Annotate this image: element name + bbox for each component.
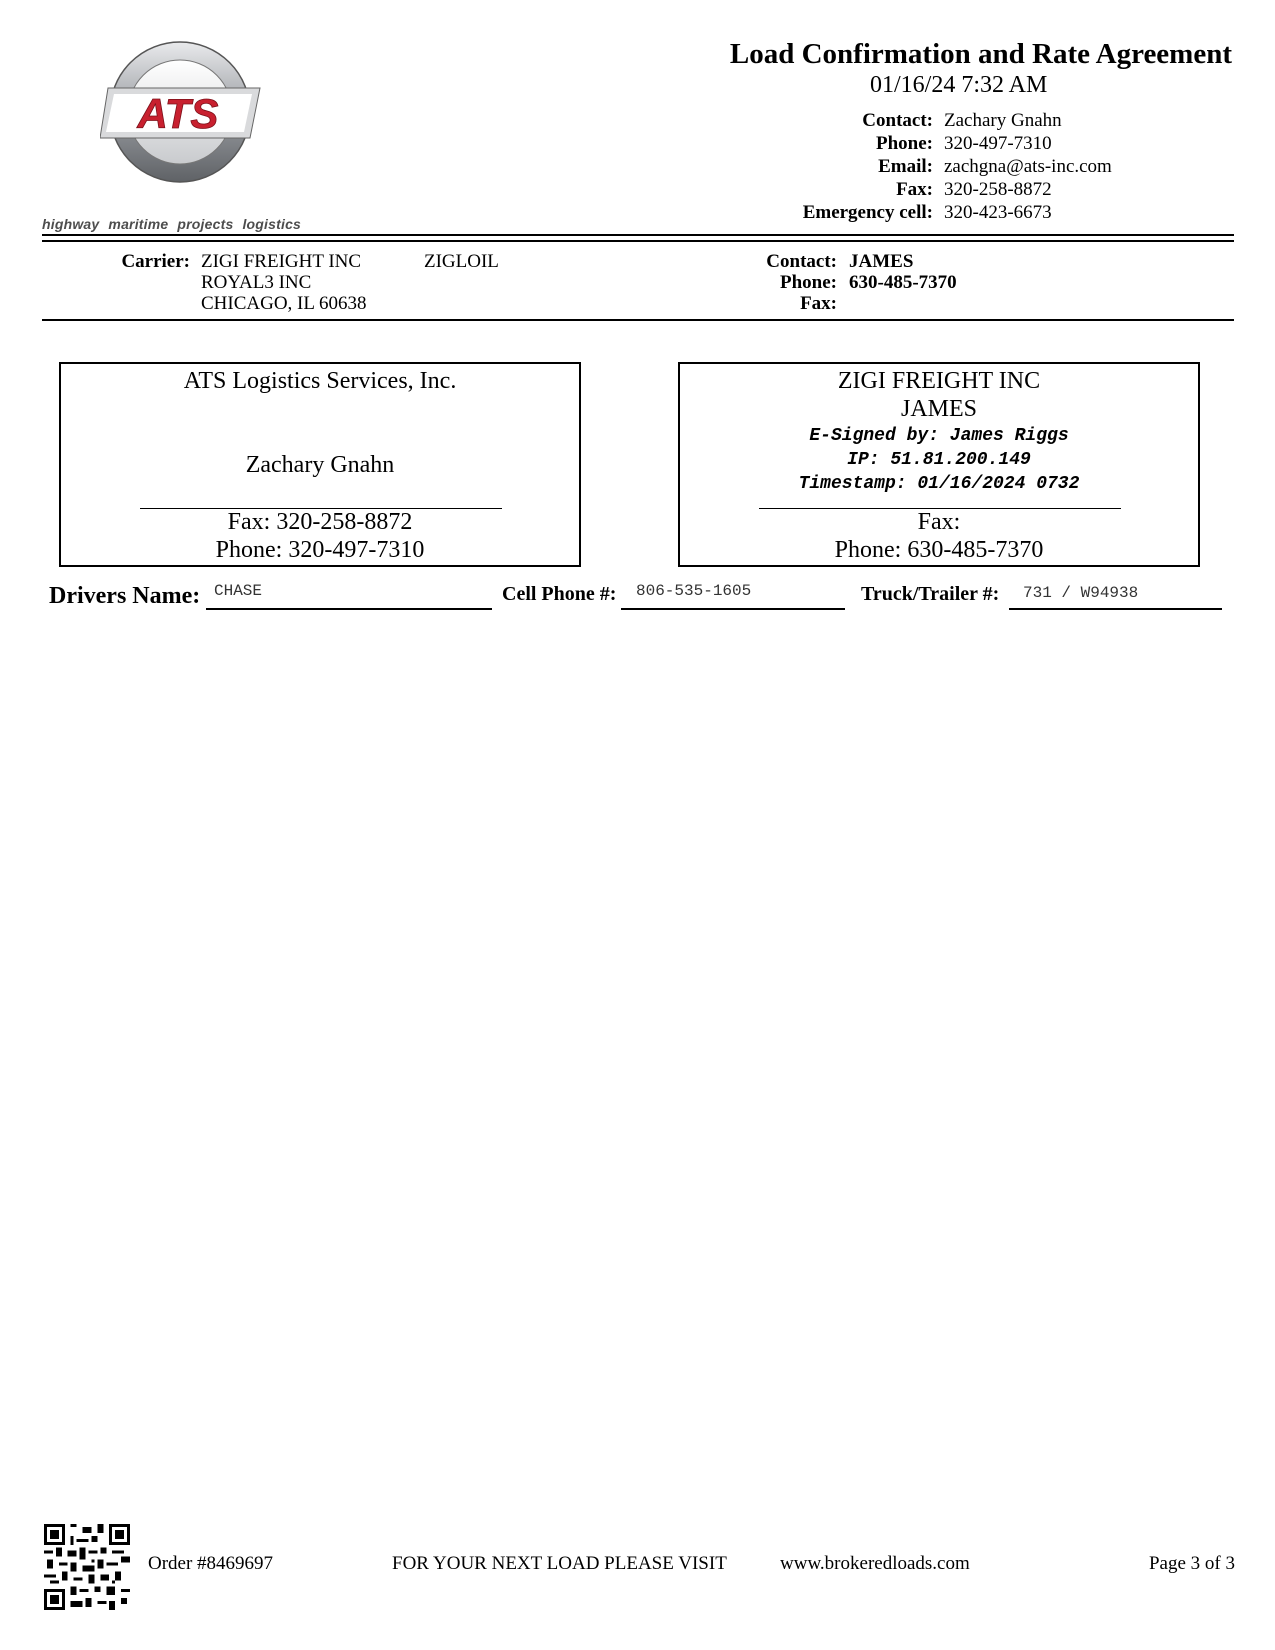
carrier-code: ZIGLOIL [424,251,499,272]
broker-contact: Zachary Gnahn [944,110,1062,131]
broker-box-phone: Phone: 320-497-7310 [215,537,425,563]
fax-label: Fax: [896,179,933,200]
carrier-city-state: CHICAGO, IL 60638 [201,293,367,314]
carrier-box-fax: Fax: [917,509,961,535]
cell-phone-value[interactable]: 806-535-1605 [636,582,752,600]
logo-wordmark: ATS [137,90,219,137]
esigned-timestamp: Timestamp: 01/16/2024 0732 [798,474,1080,494]
esigned-by: E-Signed by: James Riggs [809,426,1069,446]
footer-url[interactable]: www.brokeredloads.com [780,1553,970,1574]
header-divider-top [42,234,1234,236]
carrier-phone: 630-485-7370 [849,272,957,293]
header-divider-bottom [42,240,1234,242]
contact-label: Contact: [862,110,933,131]
carrier-signature-box [678,362,1200,567]
broker-signer: Zachary Gnahn [245,452,395,478]
drivers-name-line [206,608,492,610]
carrier-box-phone: Phone: 630-485-7370 [834,537,1044,563]
carrier-name: ZIGI FREIGHT INC [201,251,362,272]
truck-trailer-label: Truck/Trailer #: [861,583,1000,605]
truck-trailer-line [1009,608,1222,610]
carrier-contact-label: Contact: [766,251,837,272]
truck-trailer-value[interactable]: 731 / W94938 [1023,584,1139,602]
carrier-divider [42,319,1234,321]
footer-promo: FOR YOUR NEXT LOAD PLEASE VISIT [392,1553,727,1574]
broker-emergency-cell: 320-423-6673 [944,202,1052,223]
carrier-box-contact: JAMES [900,396,978,422]
broker-box-fax: Fax: 320-258-8872 [227,509,413,535]
drivers-name-value[interactable]: CHASE [214,582,263,600]
broker-company: ATS Logistics Services, Inc. [183,368,457,394]
document-title: Load Confirmation and Rate Agreement [729,38,1232,70]
page-number: Page 3 of 3 [1148,1553,1235,1574]
emergency-label: Emergency cell: [802,202,933,223]
broker-fax: 320-258-8872 [944,179,1052,200]
order-number: Order #8469697 [148,1553,274,1574]
broker-signature-box [59,362,581,567]
carrier-phone-label: Phone: [780,272,837,293]
logo-tagline: highway maritime projects logistics [42,216,302,232]
broker-phone: 320-497-7310 [944,133,1052,154]
phone-label: Phone: [876,133,933,154]
carrier-line-2: ROYAL3 INC [201,272,312,293]
ats-logo [100,40,270,190]
carrier-box-company: ZIGI FREIGHT INC [837,368,1041,394]
carrier-contact: JAMES [849,251,914,272]
broker-email: zachgna@ats-inc.com [944,156,1112,177]
cell-phone-line [621,608,845,610]
carrier-fax-label: Fax: [800,293,837,314]
email-label: Email: [878,156,933,177]
document-datetime: 01/16/24 7:32 AM [870,72,1048,98]
cell-phone-label: Cell Phone #: [502,583,617,605]
carrier-label: Carrier: [121,251,190,272]
drivers-name-label: Drivers Name: [49,583,201,609]
qr-code [44,1524,130,1610]
esigned-ip: IP: 51.81.200.149 [847,450,1031,470]
